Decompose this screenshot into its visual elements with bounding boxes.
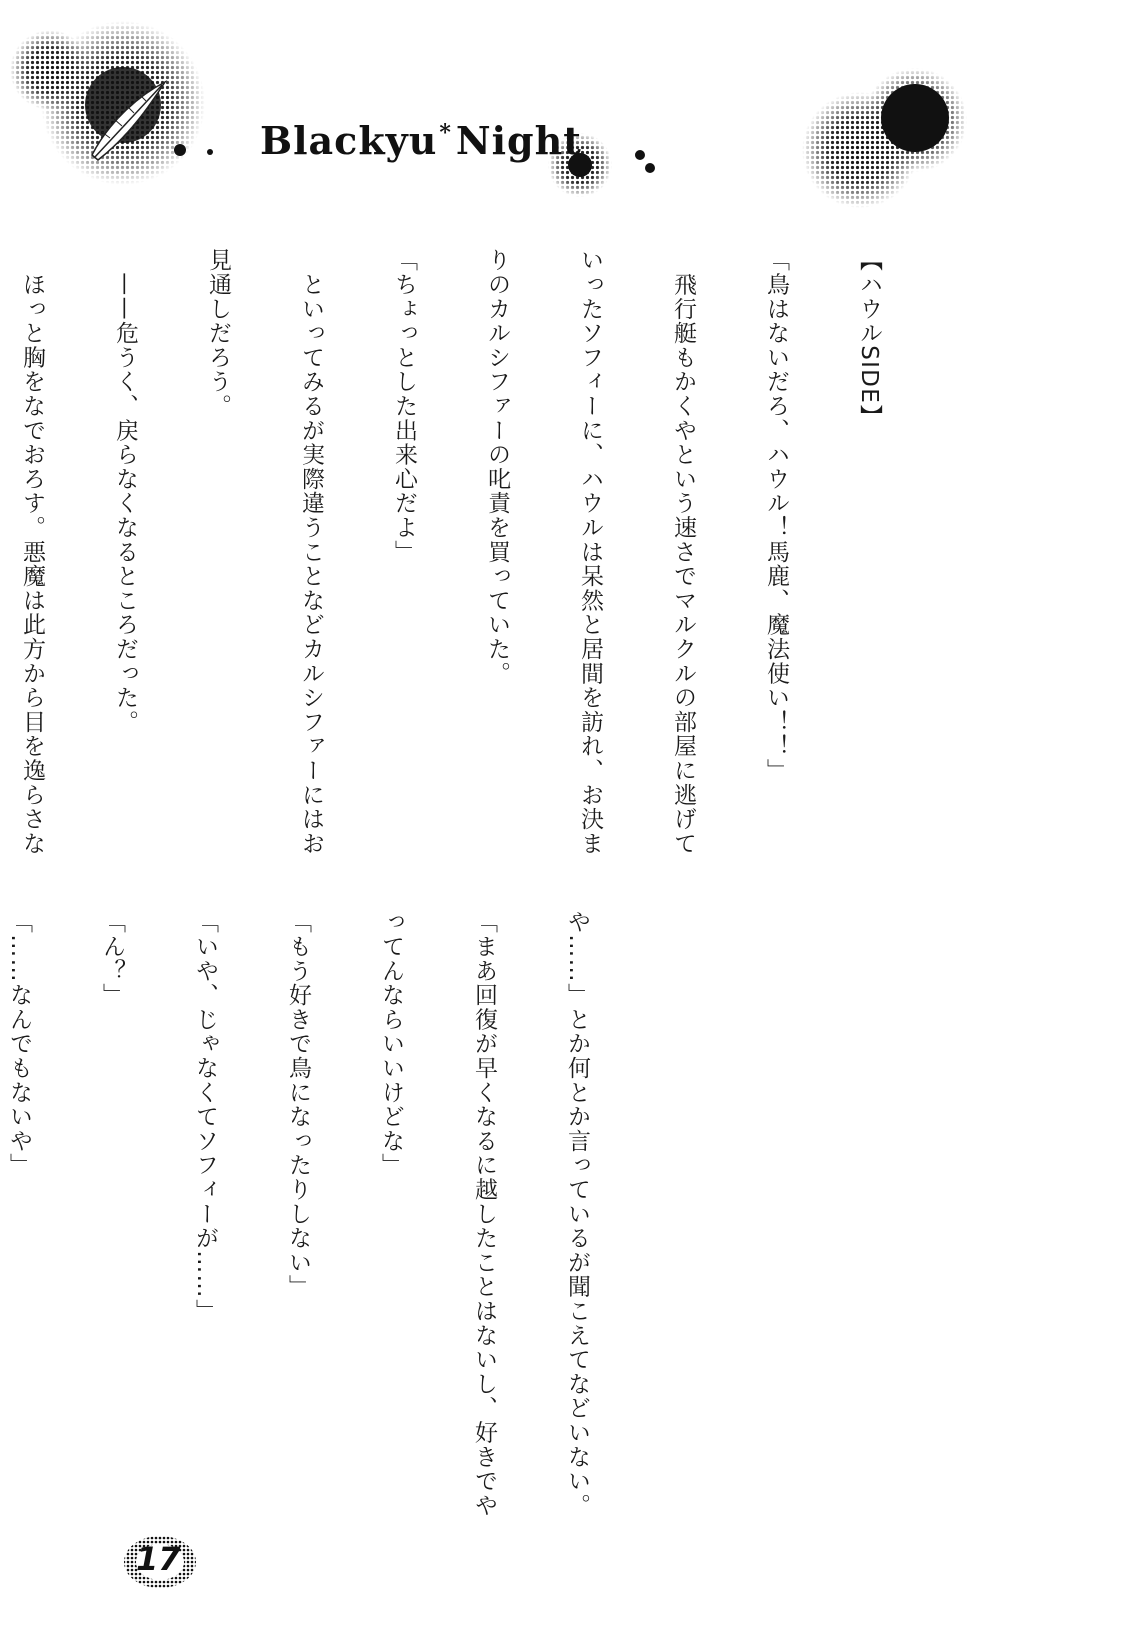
text-line: 飛行艇もかくやという速さでマルクルの部屋に逃げて [670, 248, 696, 856]
text-line: ってんならいいけどな」 [378, 910, 404, 1178]
page-header [0, 0, 1144, 230]
text-line: 見通しだろう。 [205, 248, 231, 419]
site-title-sep: * [439, 120, 452, 147]
site-title [260, 118, 582, 163]
dotted-circle-ornaments [0, 0, 1144, 230]
text-line: 「ん？」 [99, 910, 125, 1008]
section-heading: 【ハウルSIDE】 [856, 248, 882, 429]
text-line: 「もう好きで鳥になったりしない」 [285, 910, 311, 1299]
text-line: といってみるが実際違うことなどカルシファーにはお [298, 248, 324, 856]
site-title-left: Blackyu [260, 118, 438, 163]
text-line: 「いや、じゃなくてソフィーが……」 [192, 910, 218, 1324]
article-column-bottom [0, 910, 654, 1518]
text-line: 「まあ回復が早くなるに越したことはないし、好きでや [471, 910, 497, 1518]
text-line: 「鳥はないだろ、ハウル！馬鹿、魔法使い！！」 [763, 248, 789, 783]
text-line: や……」とか何とか言っているが聞こえてなどいない。 [564, 910, 590, 1518]
article-column-top [0, 248, 946, 856]
text-line: ほっと胸をなでおろす。悪魔は此方から目を逸らさな [19, 248, 45, 856]
site-title-right: Night [455, 118, 582, 163]
text-line: りのカルシファーの叱責を買っていた。 [484, 248, 510, 686]
page-number-badge [118, 1532, 198, 1592]
page-number: 17 [136, 1540, 181, 1578]
text-line: 「ちょっとした出来心だよ」 [391, 248, 417, 564]
text-line: いったソフィーに、ハウルは呆然と居間を訪れ、お決ま [577, 248, 603, 856]
text-line: 「……なんでもないや」 [6, 910, 32, 1178]
text-line: ——危うく、戻らなくなるところだった。 [112, 248, 138, 734]
